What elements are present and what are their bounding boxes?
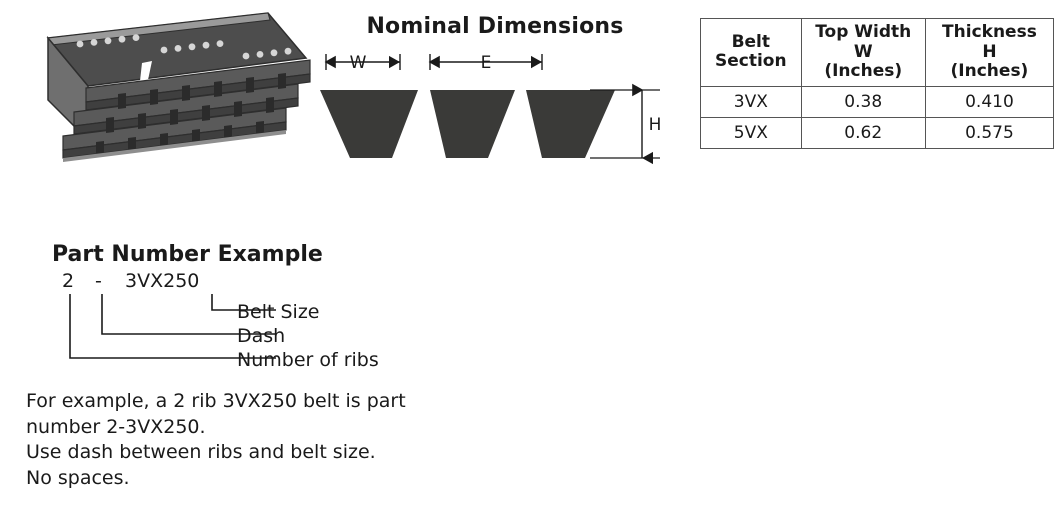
dimension-label-e: E (480, 53, 492, 73)
nominal-dimensions-title: Nominal Dimensions (366, 14, 624, 39)
callout-dash: Dash (237, 325, 286, 347)
belt-illustration (18, 8, 318, 188)
table-row (701, 86, 1054, 117)
belt-cross-section (320, 90, 615, 158)
cell-top-width: 0.62 (801, 117, 925, 148)
cell-belt-section: 3VX (701, 86, 802, 117)
belt-spec-table (700, 18, 1054, 149)
cell-thickness: 0.410 (925, 86, 1053, 117)
table-header-row (701, 19, 1054, 87)
cell-top-width: 0.38 (801, 86, 925, 117)
cell-thickness: 0.575 (925, 117, 1053, 148)
header-top-width (801, 19, 925, 87)
nominal-dimensions-figure (310, 46, 670, 176)
dimension-label-w: W (349, 53, 367, 73)
callout-number-of-ribs: Number of ribs (237, 349, 379, 371)
usage-notes (26, 389, 466, 492)
header-top-width-line1: Top Width (815, 22, 912, 42)
header-belt-section-line2: Section (715, 51, 787, 72)
header-thickness-line2: H (982, 41, 997, 62)
table-row (701, 117, 1054, 148)
header-top-width-line2: W (853, 41, 873, 62)
header-top-width-line3: (Inches) (824, 61, 903, 82)
part-number-dash-value: - (95, 270, 102, 292)
part-number-example-figure (40, 266, 440, 381)
header-thickness-line3: (Inches) (950, 61, 1029, 82)
part-number-example-title: Part Number Example (52, 242, 323, 267)
note-line-2: number 2-3VX250. (26, 415, 206, 438)
header-thickness-line1: Thickness (942, 22, 1037, 42)
header-belt-section (701, 19, 802, 87)
part-number-size-value: 3VX250 (125, 270, 200, 292)
header-thickness (925, 19, 1053, 87)
callout-belt-size: Belt Size (237, 301, 320, 323)
note-line-1: For example, a 2 rib 3VX250 belt is part (26, 390, 406, 412)
note-line-4: No spaces. (26, 466, 130, 489)
header-belt-section-line1: Belt (731, 31, 771, 52)
note-line-3: Use dash between ribs and belt size. (26, 441, 376, 464)
dimension-label-h: H (648, 115, 662, 135)
part-number-ribs-value: 2 (62, 270, 75, 292)
cell-belt-section: 5VX (701, 117, 802, 148)
